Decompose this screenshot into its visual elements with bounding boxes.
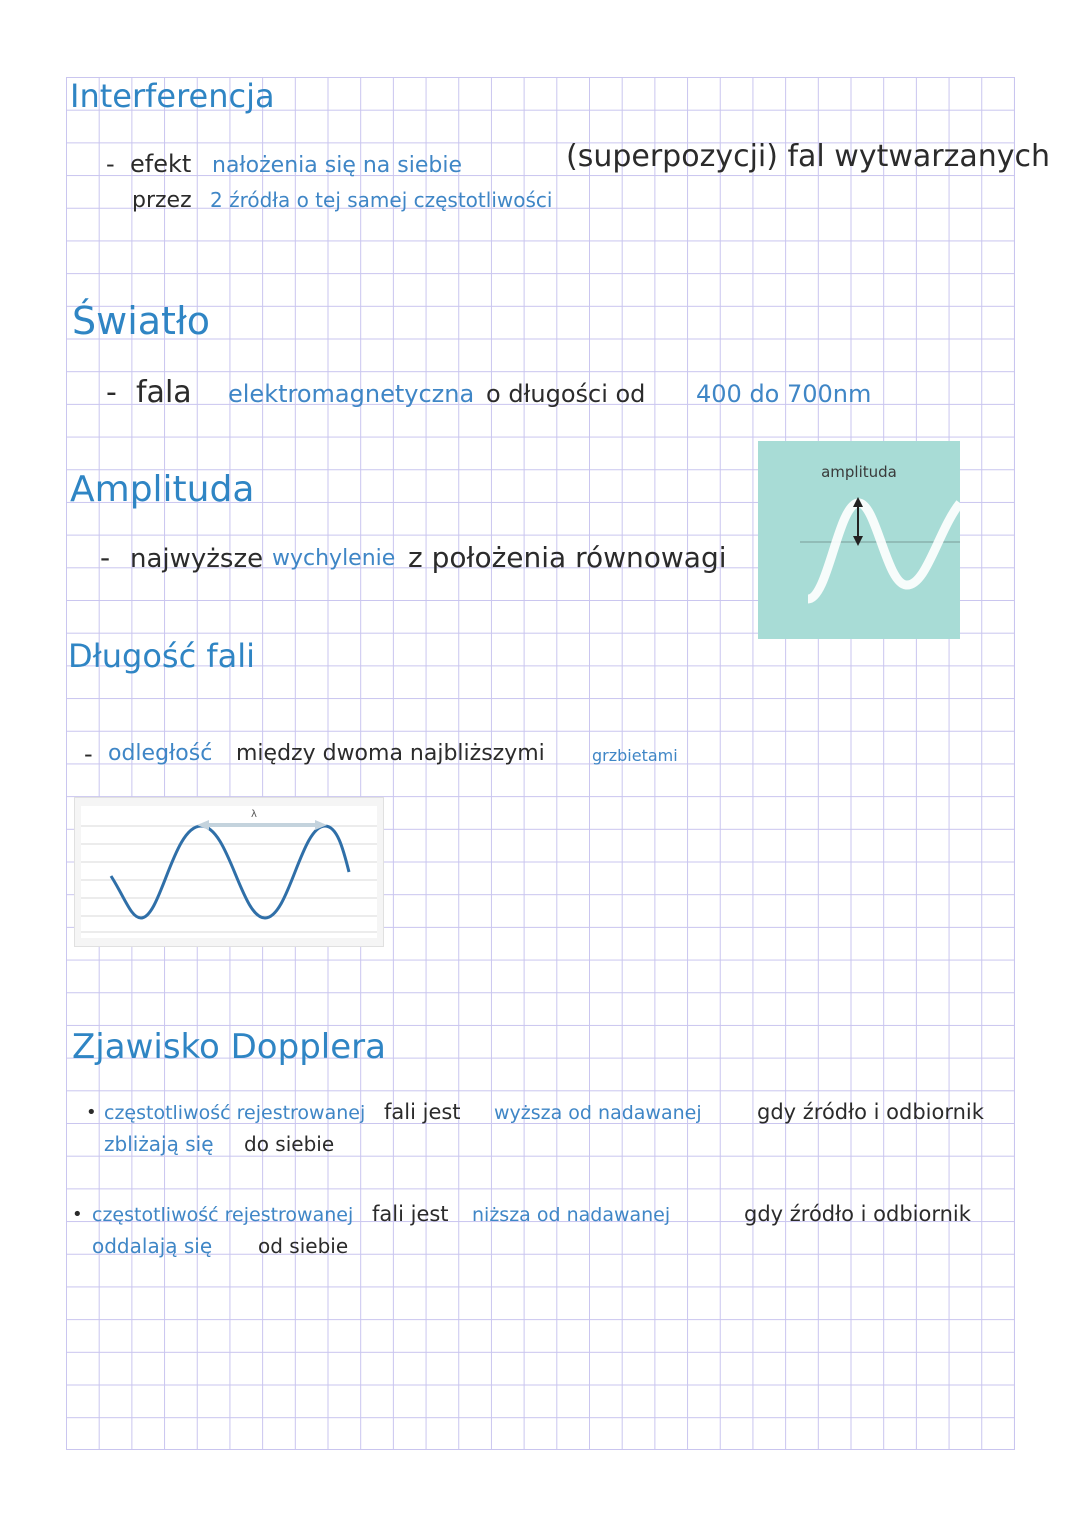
text-fali-jest: fali jest	[372, 1202, 449, 1226]
text-najwyzsze: najwyższe	[130, 544, 264, 574]
text-zblizaja: zbliżają się	[104, 1132, 214, 1156]
text-superpozycji: (superpozycji) fal wytwarzanych	[566, 139, 1051, 174]
text-od-siebie: od siebie	[258, 1234, 349, 1258]
wavelength-wave-svg	[75, 798, 383, 946]
text-fali-jest: fali jest	[384, 1100, 461, 1124]
text-miedzy: między dwoma najbliższymi	[236, 741, 545, 766]
text-grzbietami: grzbietami	[592, 746, 678, 765]
lambda-label: λ	[251, 809, 257, 820]
text-wychylenie: wychylenie	[272, 546, 396, 571]
wavelength-figure	[74, 797, 384, 947]
heading-swiatlo: Światło	[72, 299, 210, 343]
text-czestotliwosc: częstotliwość rejestrowanej	[104, 1102, 366, 1124]
text-gdy-zrodlo: gdy źródło i odbiornik	[757, 1100, 984, 1124]
arrow-down-icon	[853, 536, 863, 546]
bullet-marker: •	[72, 1204, 83, 1225]
text-nizsza: niższa od nadawanej	[472, 1204, 671, 1226]
text-polozenia: z położenia równowagi	[408, 541, 727, 574]
amplitude-figure-label: amplituda	[821, 463, 897, 481]
amplitude-figure	[758, 441, 960, 639]
text-oddalaja: oddalają się	[92, 1234, 213, 1258]
text-elektromagnetyczna: elektromagnetyczna	[228, 380, 475, 408]
text-gdy-zrodlo: gdy źródło i odbiornik	[744, 1202, 971, 1226]
dash: -	[84, 740, 93, 768]
bullet-marker: •	[86, 1102, 97, 1123]
dash: -	[106, 375, 117, 410]
dash: -	[106, 150, 115, 178]
heading-dlugosc-fali: Długość fali	[68, 637, 255, 675]
text-efekt: efekt	[130, 150, 192, 178]
text-zrodla: 2 źródła o tej samej częstotliwości	[210, 188, 553, 212]
text-przez: przez	[132, 188, 192, 213]
dash: -	[100, 541, 111, 574]
text-nalozenia: nałożenia się na siebie	[212, 153, 462, 178]
heading-amplituda: Amplituda	[70, 469, 255, 510]
text-fala: fala	[136, 375, 192, 410]
heading-interferencja: Interferencja	[70, 77, 275, 115]
heading-doppler: Zjawisko Dopplera	[72, 1027, 386, 1067]
text-do-siebie: do siebie	[244, 1132, 335, 1156]
text-wyzsza: wyższa od nadawanej	[494, 1102, 702, 1124]
text-o-dlugosci: o długości od	[486, 380, 646, 408]
text-odleglosc: odległość	[108, 741, 213, 766]
amplitude-wave	[808, 503, 960, 599]
text-czestotliwosc: częstotliwość rejestrowanej	[92, 1204, 354, 1226]
text-zakres: 400 do 700nm	[696, 380, 872, 408]
amplitude-wave-svg	[758, 441, 960, 639]
